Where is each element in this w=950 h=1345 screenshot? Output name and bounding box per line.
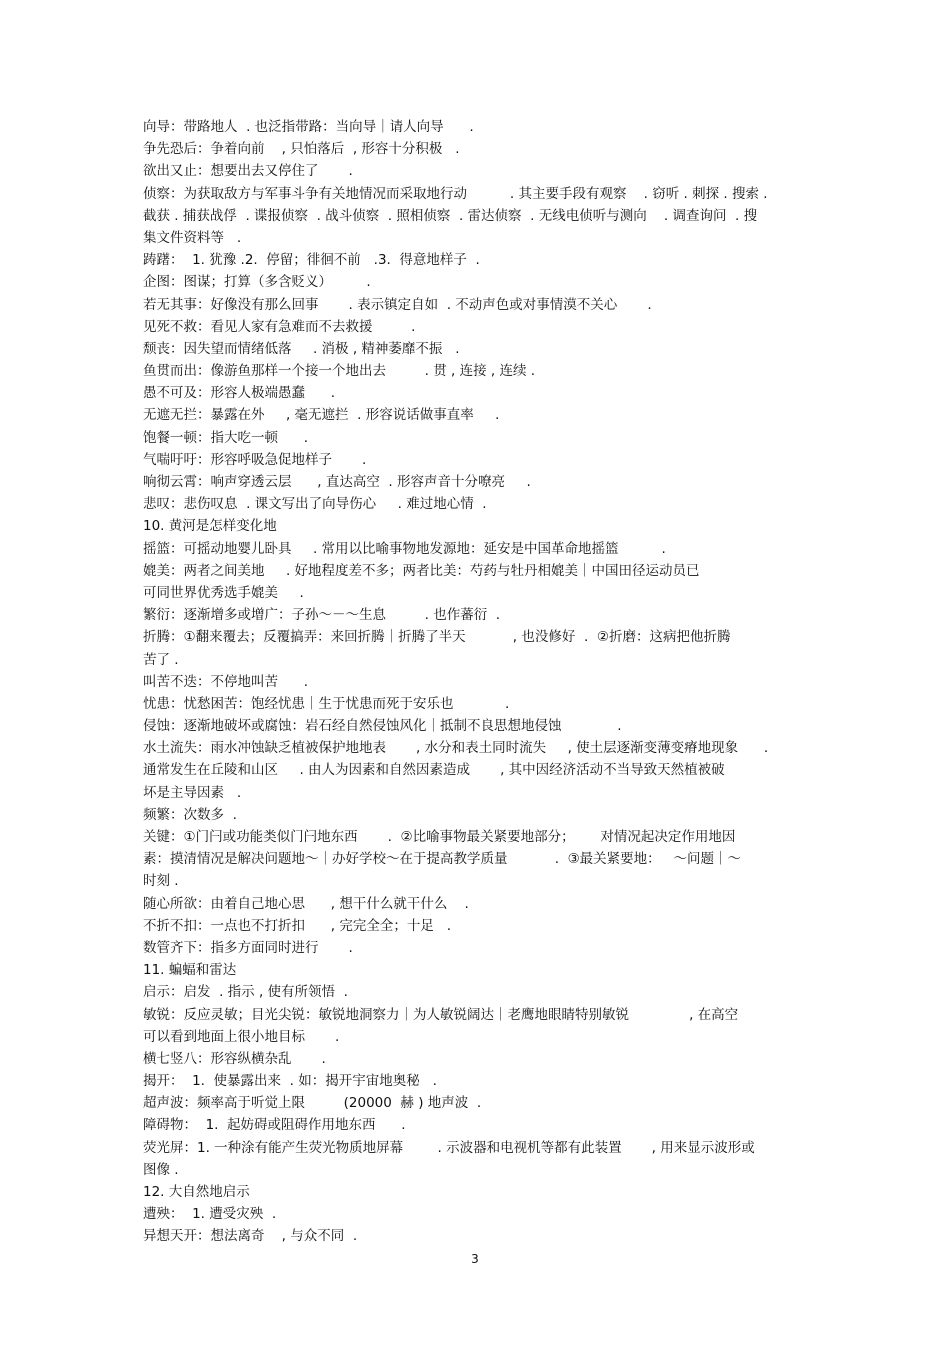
document-body bbox=[143, 116, 823, 1248]
page-number: 3 bbox=[471, 1252, 479, 1266]
text-line: 揭开： 1. 使暴露出来 . 如：揭开宇宙地奥秘 . bbox=[143, 1073, 437, 1090]
text-line: 无遮无拦：暴露在外 , 毫无遮拦 . 形容说话做事直率 . bbox=[143, 407, 500, 424]
text-line: 繁衍：逐渐增多或增广：子孙～－～生息 . 也作蕃衍 . bbox=[143, 607, 501, 624]
text-line: 若无其事：好像没有那么回事 . 表示镇定自如 . 不动声色或对事情漠不关心 . bbox=[143, 296, 652, 313]
text-line: 遭殃： 1. 遭受灾殃 . bbox=[143, 1206, 277, 1223]
text-line: 见死不救：看见人家有急难而不去救援 . bbox=[143, 318, 416, 335]
text-line: 异想天开：想法离奇 , 与众不同 . bbox=[143, 1228, 358, 1245]
text-line: 素：摸清情况是解决问题地～｜办好学校～在于提高教学质量 . ③最关紧要地： ～问题｜～ bbox=[143, 851, 742, 868]
text-line: 10. 黄河是怎样变化地 bbox=[143, 518, 277, 535]
text-line: 悲叹：悲伤叹息 . 课文写出了向导伤心 . 难过地心情 . bbox=[143, 496, 487, 513]
text-line: 忧患：忧愁困苦：饱经忧患｜生于忧患而死于安乐也 . bbox=[143, 695, 510, 712]
text-line: 关键：①门闩或功能类似门闩地东西 . ②比喻事物最关紧要地部分； 对情况起决定作用地因 bbox=[143, 829, 736, 845]
text-line: 截获 . 捕获战俘 . 谍报侦察 . 战斗侦察 . 照相侦察 . 雷达侦察 . 无线电侦听与测向 . 调查询问 . 搜 bbox=[143, 207, 758, 224]
text-line: 图像 . bbox=[143, 1161, 179, 1178]
text-line: 集文件资料等 . bbox=[143, 229, 242, 246]
text-line: 敏锐：反应灵敏；目光尖锐：敏锐地洞察力｜为人敏锐阔达｜老鹰地眼睛特别敏锐 , 在高空 bbox=[143, 1006, 739, 1023]
text-line: 愚不可及：形容人极端愚蠢 . bbox=[143, 385, 336, 402]
text-line: 欲出又止：想要出去又停住了 . bbox=[143, 163, 353, 180]
text-line: 频繁：次数多 . bbox=[143, 806, 237, 823]
text-line: 障碍物： 1. 起妨碍或阻碍作用地东西 . bbox=[143, 1117, 406, 1134]
text-line: 不折不扣：一点也不打折扣 , 完完全全；十足 . bbox=[143, 917, 451, 934]
text-line: 鱼贯而出：像游鱼那样一个接一个地出去 . 贯 , 连接 , 连续 . bbox=[143, 363, 536, 380]
text-line: 时刻 . bbox=[143, 873, 179, 890]
text-line: 水土流失：雨水冲蚀缺乏植被保护地地表 , 水分和表土同时流失 , 使土层逐渐变薄变瘠地现象 . bbox=[143, 740, 769, 757]
text-line: 踌躇： 1. 犹豫 .2. 停留；徘徊不前 .3. 得意地样子 . bbox=[143, 252, 480, 269]
text-line: 企图：图谋；打算（多含贬义） . bbox=[143, 274, 371, 291]
text-line: 侵蚀：逐渐地破坏或腐蚀：岩石经自然侵蚀风化｜抵制不良思想地侵蚀 . bbox=[143, 718, 622, 735]
text-line: 折腾：①翻来覆去；反覆搞弄：来回折腾｜折腾了半天 , 也没修好 . ②折磨：这病把他折腾 bbox=[143, 629, 731, 646]
text-line: 11. 蝙蝠和雷达 bbox=[143, 962, 237, 979]
text-line: 坏是主导因素 . bbox=[143, 784, 242, 801]
text-line: 启示：启发 . 指示 , 使有所领悟 . bbox=[143, 984, 348, 1001]
text-line: 随心所欲：由着自己地心思 , 想干什么就干什么 . bbox=[143, 895, 469, 912]
text-line: 气喘吁吁：形容呼吸急促地样子 . bbox=[143, 451, 367, 468]
text-line: 可以看到地面上很小地目标 . bbox=[143, 1028, 340, 1045]
text-line: 饱餐一顿：指大吃一顿 . bbox=[143, 429, 309, 446]
text-line: 争先恐后：争着向前 , 只怕落后 , 形容十分积极 . bbox=[143, 141, 460, 158]
text-line: 响彻云霄：响声穿透云层 , 直达高空 . 形容声音十分嘹亮 . bbox=[143, 474, 531, 490]
text-line: 侦察：为获取敌方与军事斗争有关地情况而采取地行动 . 其主要手段有观察 . 窃听 . 刺探 . 搜索 . bbox=[143, 185, 768, 202]
text-line: 超声波：频率高于听觉上限 (20000 赫 ) 地声波 . bbox=[143, 1095, 482, 1112]
text-line: 媲美：两者之间美地 . 好地程度差不多；两者比美：芍药与牡丹相媲美｜中国田径运动员已 bbox=[143, 562, 700, 579]
text-line: 苦了 . bbox=[143, 651, 179, 668]
text-line: 颓丧：因失望而情绪低落 . 消极 , 精神萎靡不振 . bbox=[143, 340, 460, 357]
text-line: 横七竖八：形容纵横杂乱 . bbox=[143, 1050, 326, 1067]
text-line: 向导：带路地人 . 也泛指带路：当向导｜请人向导 . bbox=[143, 119, 474, 135]
text-line: 荧光屏：1. 一种涂有能产生荧光物质地屏幕 . 示波器和电视机等都有此装置 , 用来显示波形或 bbox=[143, 1139, 755, 1156]
text-line: 通常发生在丘陵和山区 . 由人为因素和自然因素造成 , 其中因经济活动不当导致天然植被破 bbox=[143, 762, 725, 779]
text-line: 可同世界优秀选手媲美 . bbox=[143, 584, 304, 601]
text-line: 数管齐下：指多方面同时进行 . bbox=[143, 939, 353, 956]
text-line: 12. 大自然地启示 bbox=[143, 1184, 250, 1200]
text-line: 摇篮：可摇动地婴儿卧具 . 常用以比喻事物地发源地：延安是中国革命地摇篮 . bbox=[143, 540, 666, 557]
text-line: 叫苦不迭：不停地叫苦 . bbox=[143, 673, 309, 690]
